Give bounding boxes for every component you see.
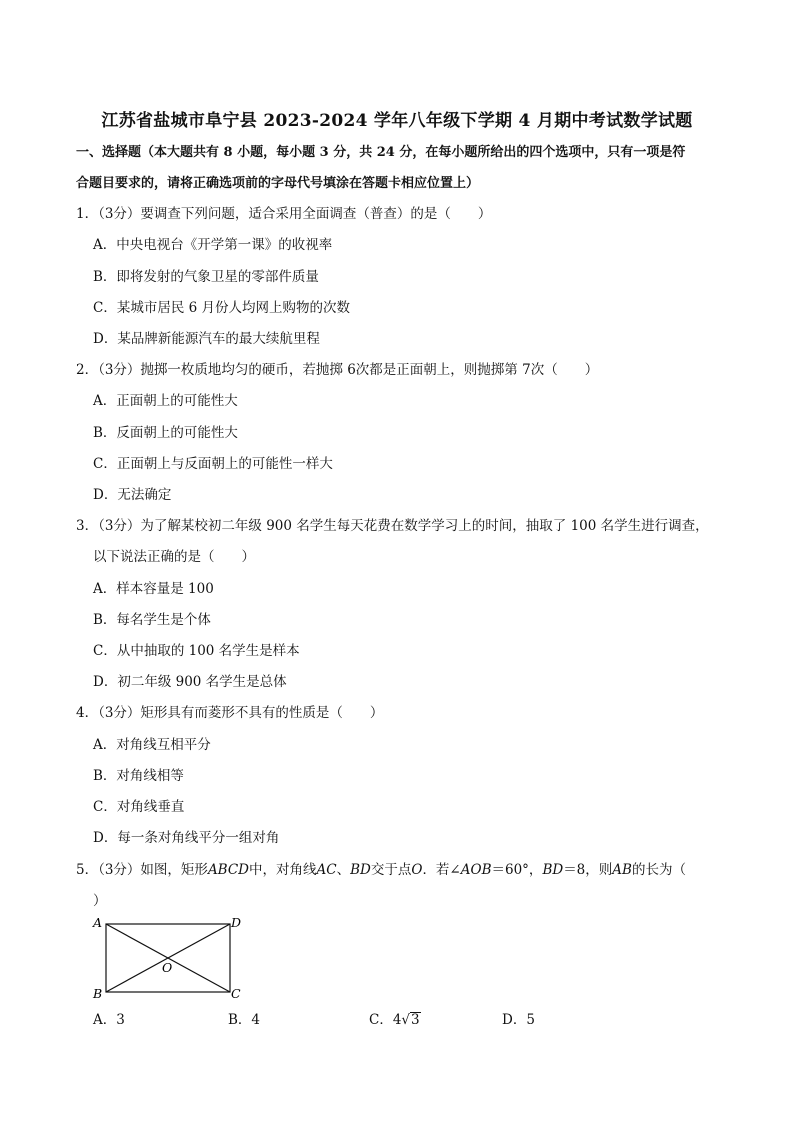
sqrt-symbol: √ <box>401 1012 411 1028</box>
question-1-option-c: C．某城市居民 6 月份人均网上购物的次数 <box>93 300 351 316</box>
question-4-option-d: D．每一条对角线平分一组对角 <box>93 830 280 846</box>
stem-text: 5．（3分）如图，矩形 <box>76 862 208 878</box>
stem-text: ＝60°， <box>491 862 543 878</box>
question-4-stem: 4．（3分）矩形具有而菱形不具有的性质是（ ） <box>76 705 384 721</box>
vertex-label-b: B <box>93 986 103 1001</box>
question-1-option-b: B．即将发射的气象卫星的零部件质量 <box>93 269 319 285</box>
question-1-option-a: A．中央电视台《开学第一课》的收视率 <box>93 237 333 253</box>
question-5-options <box>93 1008 653 1028</box>
question-5-stem <box>76 855 726 886</box>
rectangle-abcd-figure <box>88 912 248 1004</box>
vertex-label-c: C <box>231 986 241 1001</box>
question-3-option-b: B．每名学生是个体 <box>93 612 211 628</box>
question-4-option-a: A．对角线互相平分 <box>93 737 211 753</box>
section-heading-line-2: 合题目要求的，请将正确选项前的字母代号填涂在答题卡相应位置上） <box>76 176 480 191</box>
center-label-o: O <box>162 960 173 975</box>
vertex-label-d: D <box>231 915 242 930</box>
stem-var-aob: AOB <box>460 862 492 878</box>
stem-text: 交于点 <box>370 862 412 878</box>
section-heading-line-1: 一、选择题（本大题共有 8 小题，每小题 3 分，共 24 分，在每小题所给出的四个选项中，只有一项是符 <box>76 145 686 160</box>
question-2-option-d: D．无法确定 <box>93 487 172 503</box>
question-5-option-c <box>369 1008 421 1028</box>
stem-text: 、 <box>336 862 351 878</box>
option-c-coefficient: C．4 <box>369 1012 402 1028</box>
stem-var-o: O <box>411 862 423 878</box>
sqrt-radicand: 3 <box>411 1012 420 1028</box>
question-5-option-d: D．5 <box>502 1012 535 1028</box>
stem-var-abcd: ABCD <box>207 862 250 878</box>
stem-text: 中，对角线 <box>249 862 317 878</box>
question-2-stem: 2．（3分）抛掷一枚质地均匀的硬币，若抛掷 6次都是正面朝上，则抛掷第 7次（ ） <box>76 362 599 378</box>
stem-text: ＝8，则 <box>563 862 613 878</box>
question-2-option-b: B．反面朝上的可能性大 <box>93 425 238 441</box>
stem-var-bd: BD <box>350 862 371 878</box>
question-5-option-a: A．3 <box>93 1012 125 1028</box>
stem-text: ．若∠ <box>422 862 461 878</box>
page-title: 江苏省盐城市阜宁县 2023-2024 学年八年级下学期 4 月期中考试数学试题 <box>101 111 693 131</box>
question-5-stem-continued: ） <box>93 893 107 909</box>
question-3-option-c: C．从中抽取的 100 名学生是样本 <box>93 643 300 659</box>
question-3-stem-continued: 以下说法正确的是（ ） <box>93 549 255 565</box>
stem-var-bd: BD <box>542 862 564 878</box>
stem-text: 的长为（ <box>631 862 686 878</box>
question-3-stem: 3．（3分）为了解某校初二年级 900 名学生每天花费在数学学习上的时间，抽取了 100 名学生进行调查， <box>76 518 709 534</box>
question-3-option-a: A．样本容量是 100 <box>93 581 214 597</box>
question-3-option-d: D．初二年级 900 名学生是总体 <box>93 674 287 690</box>
question-4-option-b: B．对角线相等 <box>93 768 184 784</box>
vertex-label-a: A <box>93 915 103 930</box>
stem-var-ac: AC <box>316 862 337 878</box>
question-4-option-c: C．对角线垂直 <box>93 799 185 815</box>
question-2-option-a: A．正面朝上的可能性大 <box>93 393 238 409</box>
question-1-option-d: D．某品牌新能源汽车的最大续航里程 <box>93 331 320 347</box>
question-2-option-c: C．正面朝上与反面朝上的可能性一样大 <box>93 456 333 472</box>
question-1-stem: 1．（3分）要调查下列问题，适合采用全面调查（普查）的是（ ） <box>76 206 492 222</box>
question-5-option-b: B．4 <box>228 1012 261 1028</box>
stem-var-ab: AB <box>612 862 632 878</box>
